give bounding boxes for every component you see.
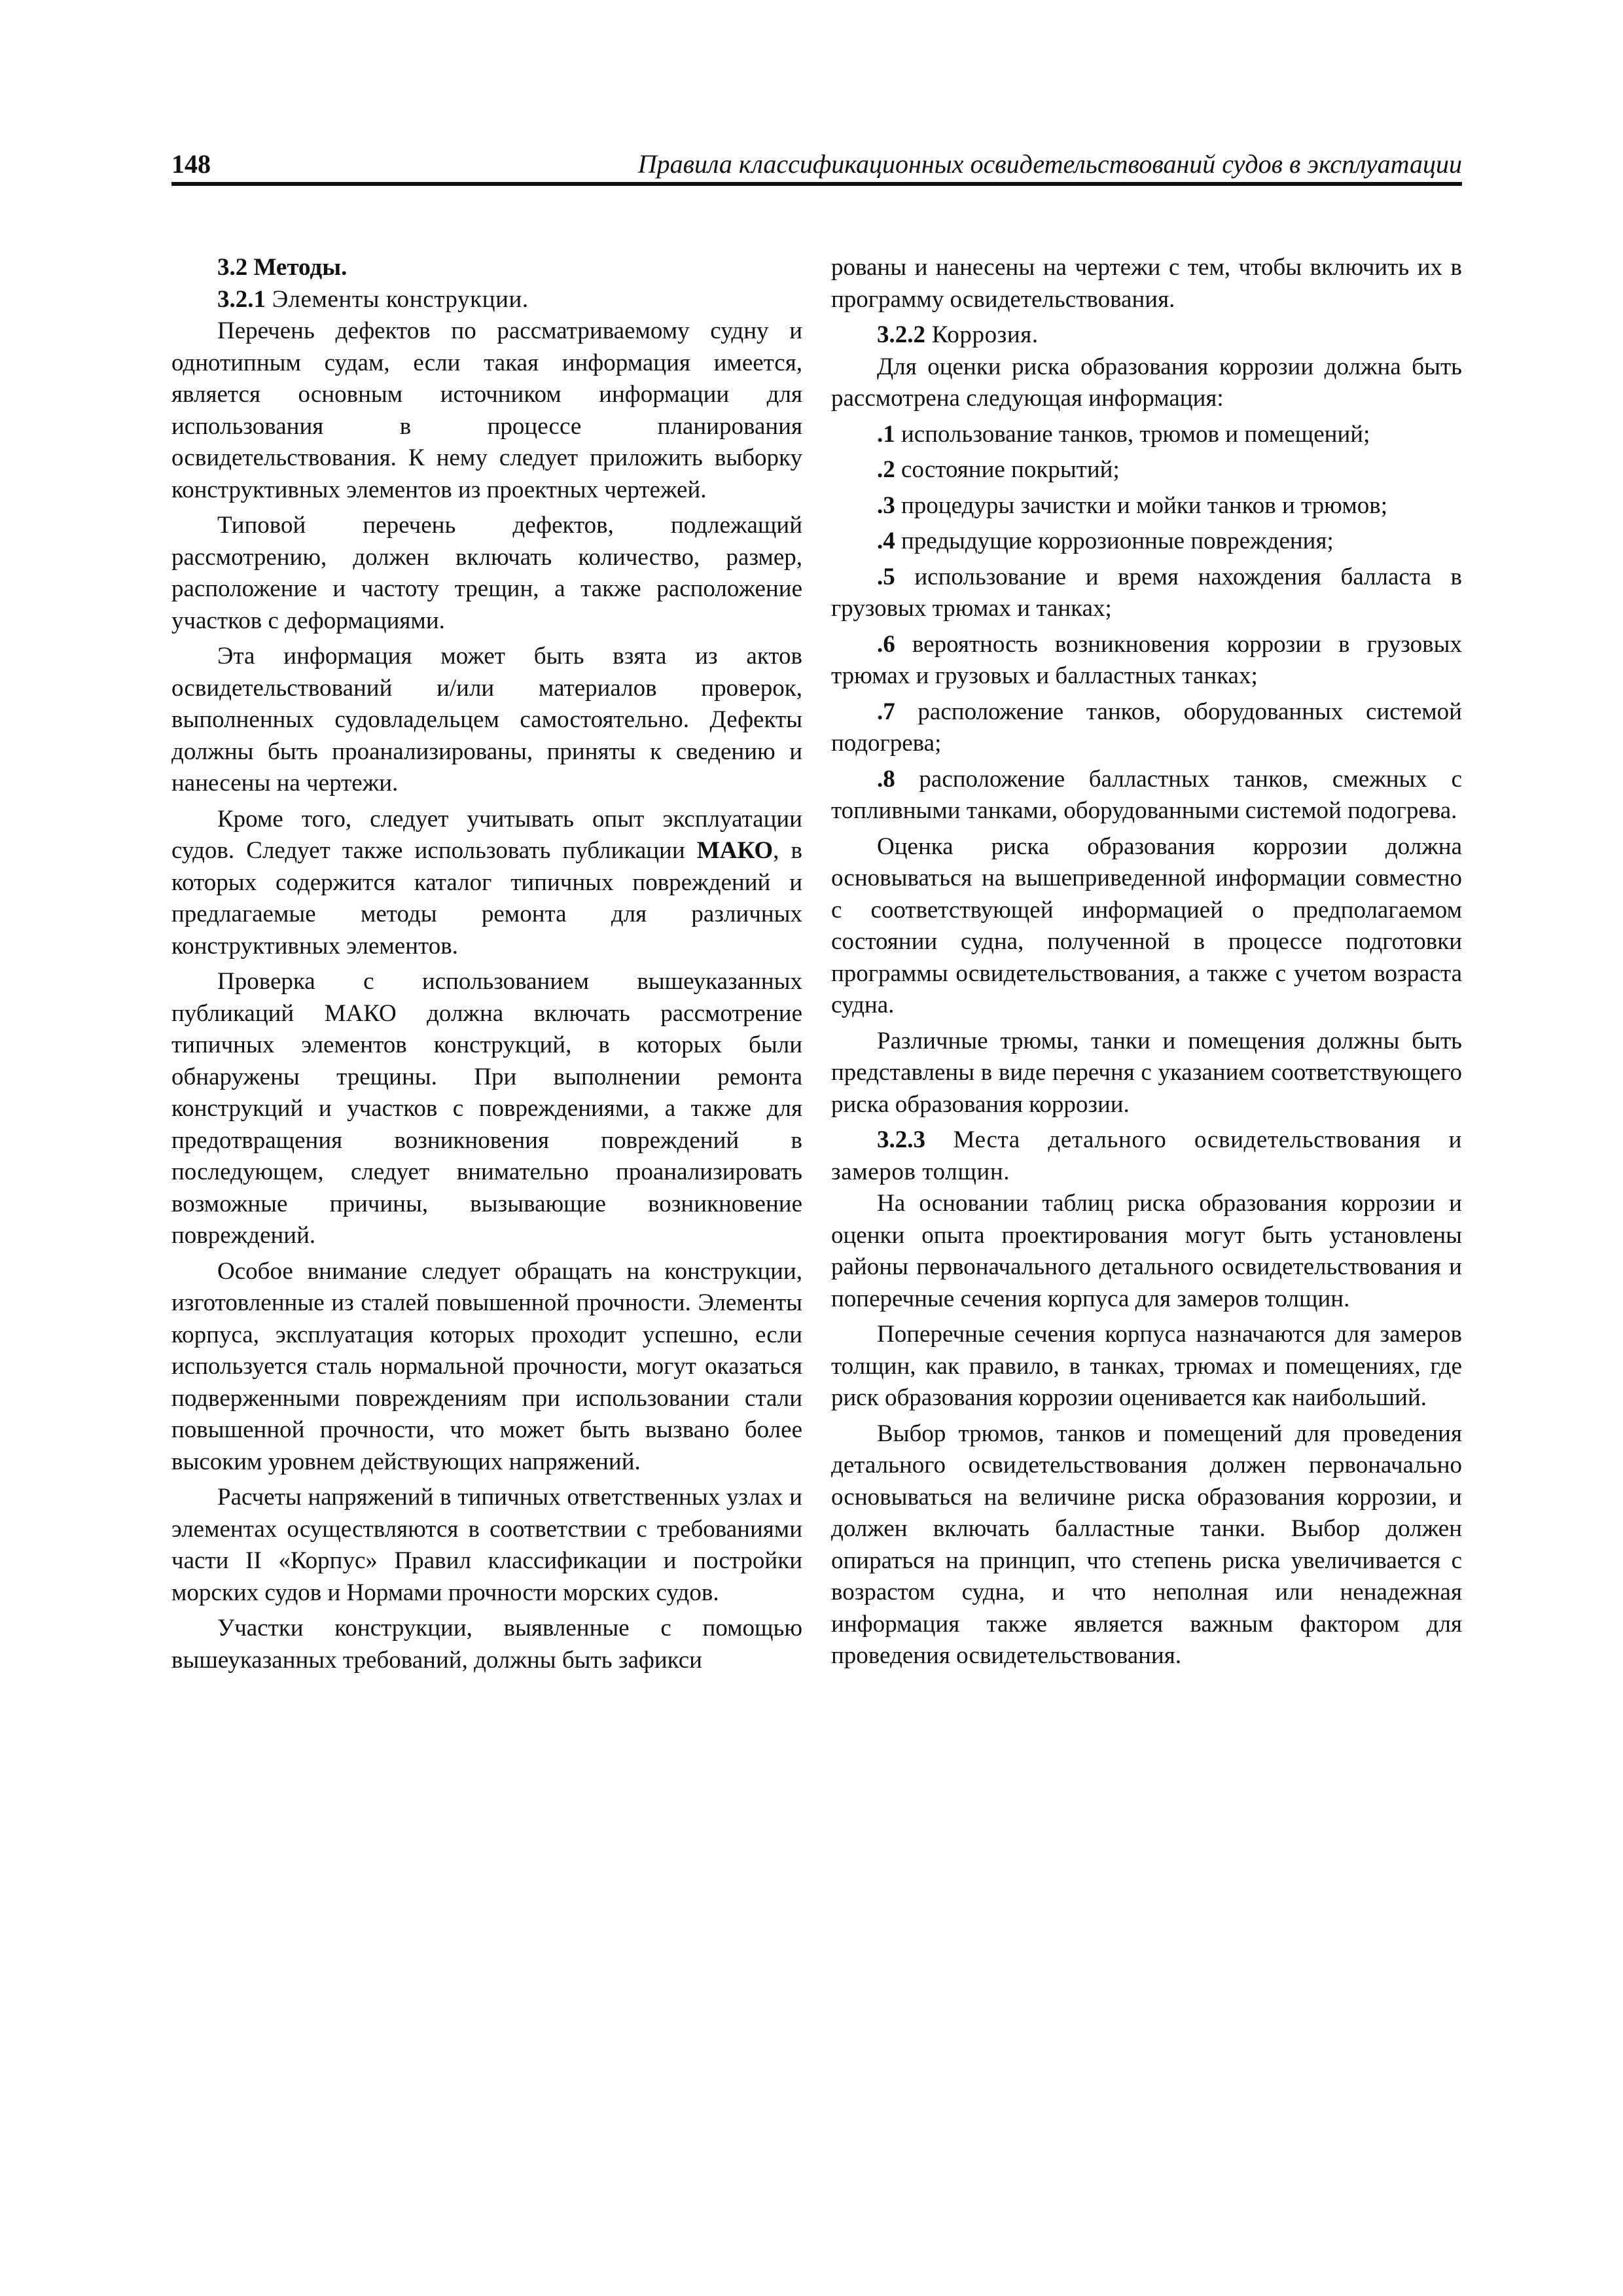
paragraph: Проверка с использованием вышеуказанных публикаций МАКО должна включать рассмотрение типичных элементов конструкций, в которых были обнаружены трещины. При выполнении ремонта конструкций и участков с повреждениями, а также для предотвращения возникновения повреждений в последующем, следует внимательно проанализировать возможные причины, вызывающие возникновение повреждений. xyxy=(171,968,802,1249)
paragraph xyxy=(171,804,802,963)
section-title: Элементы конструкции. xyxy=(266,285,529,313)
item-text: процедуры зачистки и мойки танков и трюмов; xyxy=(895,492,1387,519)
paragraph: Перечень дефектов по рассматриваемому судну и однотипным судам, если такая информация имеется, является основным источником информации для использования в процессе планирования освидетельствования. К нему следует приложить выборку конструктивных элементов из проектных чертежей. xyxy=(171,317,802,503)
paragraph: Выбор трюмов, танков и помещений для проведения детального освидетельствования должен первоначально основываться на величине риска образования коррозии, и должен включать балластные танки. Выбор должен опираться на принцип, что степень риска увеличивается с возрастом судна, и что неполная или ненадежная информация также является важным фактором для проведения освидетельствования. xyxy=(831,1420,1462,1669)
item-text: расположение танков, оборудованных системой подогрева; xyxy=(831,698,1462,757)
heading-3-2 xyxy=(171,252,802,284)
item-text: состояние покрытий; xyxy=(895,456,1120,483)
paragraph: Типовой перечень дефектов, подлежащий рассмотрению, должен включать количество, размер, расположение и частоту трещин, а также расположение участков с деформациями. xyxy=(171,512,802,634)
section-title: Коррозия. xyxy=(925,321,1039,348)
section-title: Методы. xyxy=(247,254,348,281)
section-number: 3.2.3 xyxy=(877,1126,925,1153)
item-number: .2 xyxy=(877,456,895,483)
item-text: предыдущие коррозионные повреждения; xyxy=(895,528,1334,554)
item-text: расположение балластных танков, смежных с топливными танками, оборудованными системой подогрева. xyxy=(831,765,1462,824)
paragraph: Эта информация может быть взята из актов освидетельствований и/или материалов проверок, выполненных судовладельцем самостоятельно. Дефекты должны быть проанализированы, приняты к сведению и нанесены на чертежи. xyxy=(171,643,802,797)
list-item xyxy=(831,526,1462,558)
paragraph: Особое внимание следует обращать на конструкции, изготовленные из сталей повышенной прочности. Элементы корпуса, эксплуатация которых проходит успешно, если используется сталь нормальной прочности, могут оказаться подверженными повреждениям при использовании стали повышенной прочности, что может быть вызвано более высоким уровнем действующих напряжений. xyxy=(171,1257,802,1475)
running-title: Правила классификационных освидетельствований судов в эксплуатации xyxy=(637,149,1462,179)
list-item xyxy=(831,764,1462,827)
paragraph: Различные трюмы, танки и помещения должны быть представлены в виде перечня с указанием соответствующего риска образования коррозии. xyxy=(831,1027,1462,1118)
item-text: использование танков, трюмов и помещений; xyxy=(895,420,1370,448)
list-item xyxy=(831,562,1462,625)
paragraph: На основании таблиц риска образования коррозии и оценки опыта проектирования могут быть установлены районы первоначального детального освидетельствования и поперечные сечения корпуса для замеров толщин. xyxy=(831,1190,1462,1312)
list-item xyxy=(831,419,1462,451)
list-item xyxy=(831,629,1462,692)
item-number: .7 xyxy=(877,698,895,725)
paragraph-text: , в которых содержится каталог типичных повреждений и предлагаемые методы ремонта для различных конструктивных элементов. xyxy=(171,837,802,960)
heading-3-2-2 xyxy=(831,319,1462,351)
item-number: .8 xyxy=(877,765,895,793)
section-number: 3.2 xyxy=(217,254,248,281)
paragraph: Поперечные сечения корпуса назначаются для замеров толщин, как правило, в танках, трюмах и помещениях, где риск образования коррозии оценивается как наибольший. xyxy=(831,1321,1462,1411)
item-text: вероятность возникновения коррозии в грузовых трюмах и грузовых и балластных танках; xyxy=(831,630,1462,689)
paragraph: Для оценки риска образования коррозии должна быть рассмотрена следующая информация: xyxy=(831,353,1462,412)
item-number: .4 xyxy=(877,528,895,554)
left-column xyxy=(171,252,802,1680)
heading-3-2-1 xyxy=(171,284,802,316)
paragraph-continued: рованы и нанесены на чертежи с тем, чтобы включить их в программу освидетельствования. xyxy=(831,254,1462,313)
list-item xyxy=(831,454,1462,486)
paragraph: Участки конструкции, выявленные с помощью вышеуказанных требований, должны быть зафикси xyxy=(171,1615,802,1674)
heading-3-2-3 xyxy=(831,1124,1462,1188)
page-header xyxy=(171,140,1462,186)
list-item xyxy=(831,696,1462,760)
mako-term: МАКО xyxy=(696,837,774,864)
section-number: 3.2.1 xyxy=(217,285,266,313)
item-number: .1 xyxy=(877,420,895,448)
item-number: .6 xyxy=(877,630,895,658)
item-number: .3 xyxy=(877,492,895,519)
item-number: .5 xyxy=(877,563,895,590)
paragraph: Оценка риска образования коррозии должна основываться на вышеприведенной информации совместно с соответствующей информацией о предполагаемом состоянии судна, полученной в процессе подготовки программы освидетельствования, а также с учетом возраста судна. xyxy=(831,833,1462,1018)
paragraph-text: Кроме того, следует учитывать опыт эксплуатации судов. Следует также использовать публикации xyxy=(171,805,802,864)
section-title: Места детального освидетельствования и замеров толщин. xyxy=(831,1126,1462,1185)
page-number: 148 xyxy=(171,149,211,179)
section-number: 3.2.2 xyxy=(877,321,925,348)
right-column xyxy=(831,252,1462,1676)
item-text: использование и время нахождения балласта в грузовых трюмах и танках; xyxy=(831,563,1462,622)
paragraph: Расчеты напряжений в типичных ответственных узлах и элементах осуществляются в соответствии с требованиями части II «Корпус» Правил классификации и постройки морских судов и Нормами прочности морских судов. xyxy=(171,1484,802,1606)
list-item xyxy=(831,490,1462,522)
